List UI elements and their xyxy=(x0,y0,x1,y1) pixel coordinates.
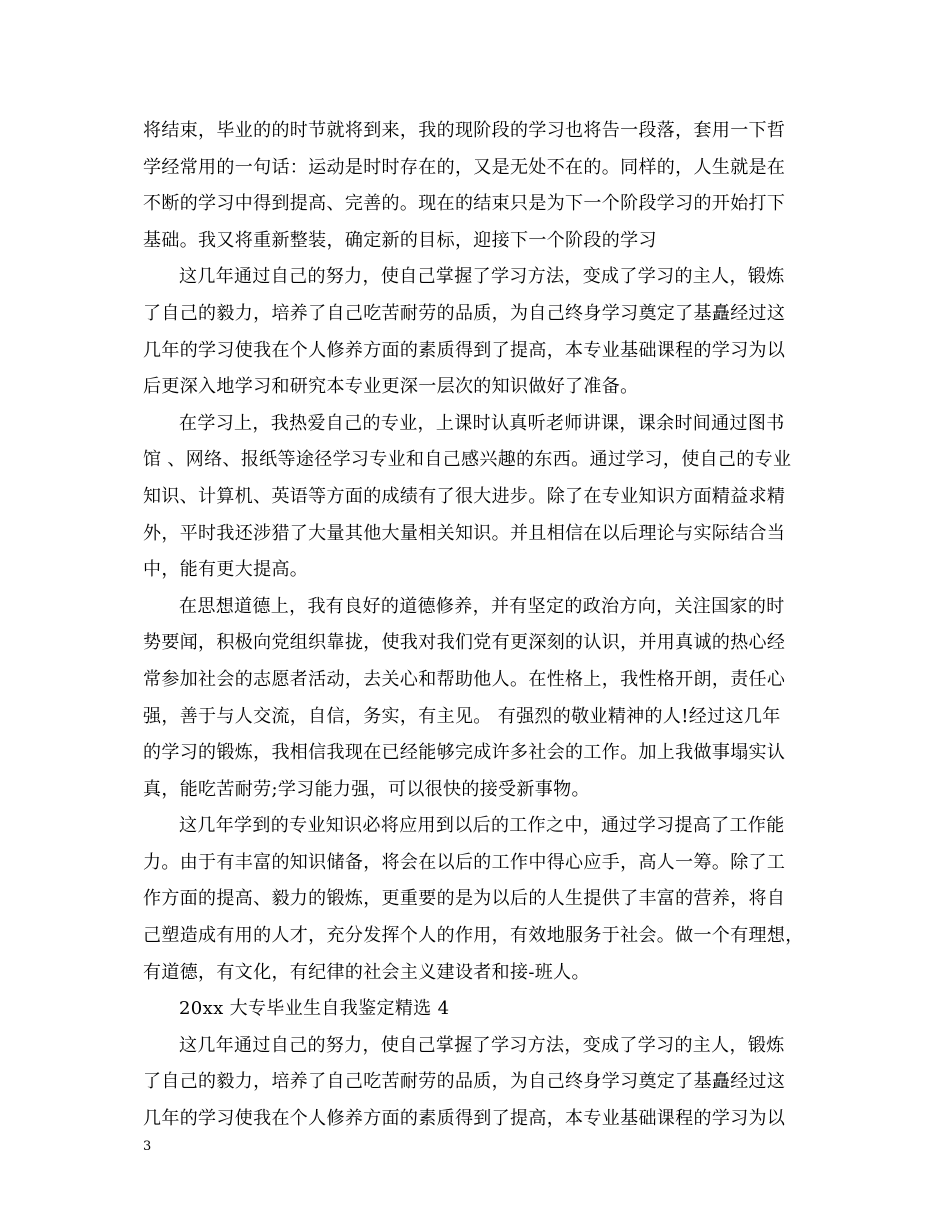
text-line: 这几年学到的专业知识必将应用到以后的工作之中，通过学习提高了工作能 xyxy=(179,815,785,837)
text-line: 力。由于有丰富的知识储备，将会在以后的工作中得心应手，高人一筹。除了工 xyxy=(143,851,786,873)
text-line: 了自己的毅力，培养了自己吃苦耐劳的品质，为自己终身学习奠定了基矗经过这 xyxy=(143,302,786,324)
text-line: 几年的学习使我在个人修养方面的素质得到了提高，本专业基础课程的学习为以 xyxy=(143,339,786,361)
text-line: 这几年通过自己的努力，使自己掌握了学习方法，变成了学习的主人，锻炼 xyxy=(179,266,785,288)
text-line: 己塑造成有用的人才，充分发挥个人的作用，有效地服务于社会。做一个有理想， xyxy=(143,925,804,947)
document-body xyxy=(143,113,811,1138)
text-line: 后更深入地学习和研究本专业更深一层次的知识做好了准备。 xyxy=(143,376,639,398)
text-line: 的学习的锻炼，我相信我现在已经能够完成许多社会的工作。加上我做事塌实认 xyxy=(143,742,786,764)
text-line: 几年的学习使我在个人修养方面的素质得到了提高，本专业基础课程的学习为以 xyxy=(143,1108,786,1130)
text-line: 常参加社会的志愿者活动，去关心和帮助他人。在性格上，我性格开朗，责任心 xyxy=(143,668,786,690)
text-line: 这几年通过自己的努力，使自己掌握了学习方法，变成了学习的主人，锻炼 xyxy=(179,1034,785,1056)
text-line: 在学习上，我热爱自己的专业，上课时认真听老师讲课，课余时间通过图书 xyxy=(179,412,785,434)
text-line: 强，善于与人交流，自信，务实，有主见。 有强烈的敬业精神的人!经过这几年 xyxy=(143,705,781,727)
text-line: 学经常用的一句话：运动是时时存在的，又是无处不在的。同样的，人生就是在 xyxy=(143,156,786,178)
text-line: 将结束，毕业的的时节就将到来，我的现阶段的学习也将告一段落，套用一下哲 xyxy=(143,120,786,141)
text-line: 真，能吃苦耐劳;学习能力强，可以很快的接受新事物。 xyxy=(143,778,590,800)
text-line: 作方面的提高、毅力的锻炼，更重要的是为以后的人生提供了丰富的营养，将自 xyxy=(143,888,786,910)
text-line: 外，平时我还涉猎了大量其他大量相关知识。并且相信在以后理论与实际结合当 xyxy=(143,522,786,544)
text-line: 有道德，有文化，有纪律的社会主义建设者和接-班人。 xyxy=(143,961,590,983)
page-number: 3 xyxy=(143,1139,152,1154)
text-line: 中，能有更大提高。 xyxy=(143,559,309,581)
text-line: 基础。我又将重新整装，确定新的目标，迎接下一个阶段的学习 xyxy=(143,229,657,251)
text-line: 势要闻，积极向党组织靠拢，使我对我们党有更深刻的认识，并用真诚的热心经 xyxy=(143,632,786,654)
text-line: 20xx 大专毕业生自我鉴定精选 4 xyxy=(179,998,450,1020)
text-line: 知识、计算机、英语等方面的成绩有了很大进步。除了在专业知识方面精益求精 xyxy=(143,485,786,507)
text-line: 在思想道德上，我有良好的道德修养，并有坚定的政治方向，关注国家的时 xyxy=(179,595,785,617)
text-line: 不断的学习中得到提高、完善的。现在的结束只是为下一个阶段学习的开始打下 xyxy=(143,193,786,215)
text-line: 馆 、网络、报纸等途径学习专业和自己感兴趣的东西。通过学习，使自己的专业 xyxy=(143,449,792,471)
text-line: 了自己的毅力，培养了自己吃苦耐劳的品质，为自己终身学习奠定了基矗经过这 xyxy=(143,1071,786,1093)
